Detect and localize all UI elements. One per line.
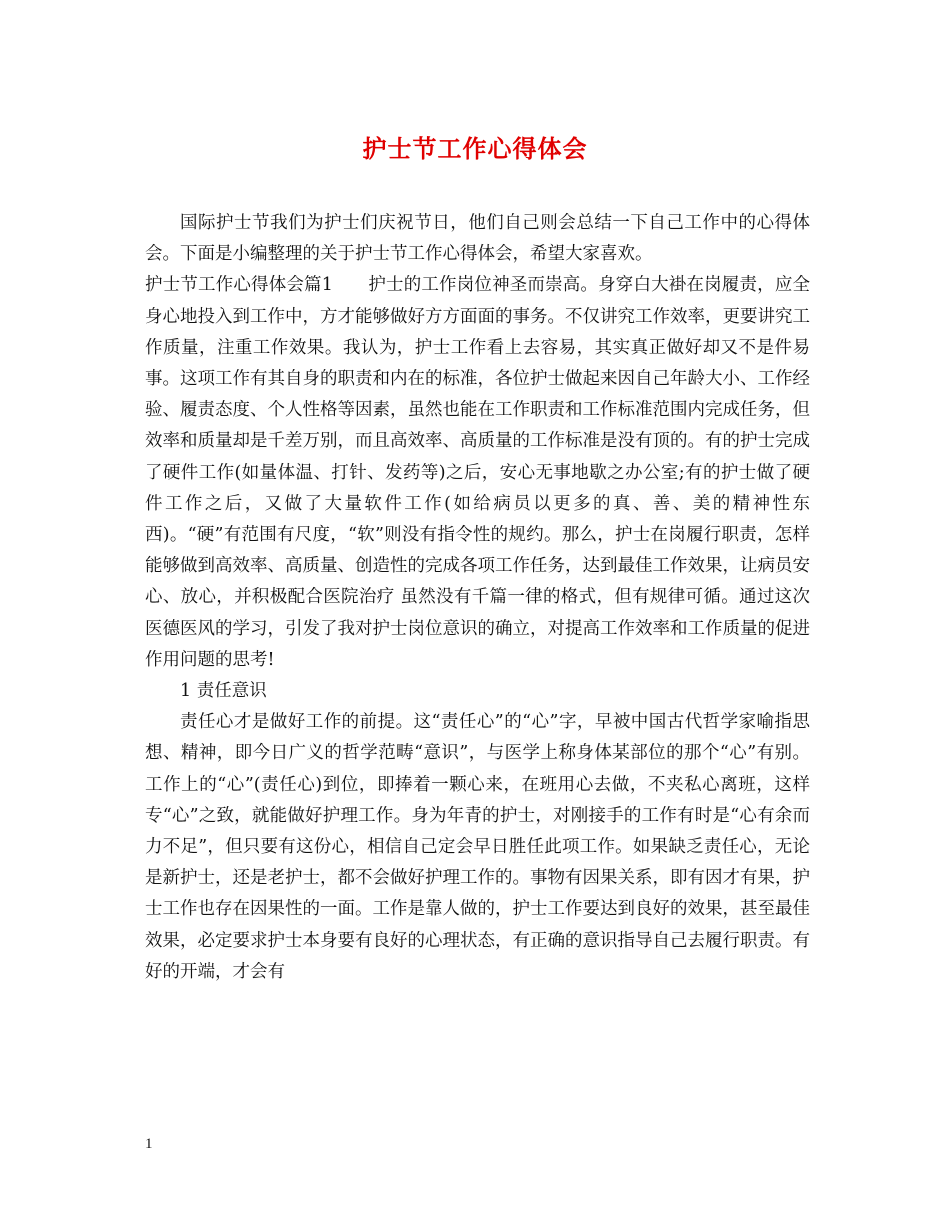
responsibility-paragraph: 责任心才是做好工作的前提。这“责任心”的“心”字，早被中国古代哲学家喻指思想、精神，即今日广义的哲学范畴“意识”，与医学上称身体某部位的那个“心”有别。工作上的“心”(责任心)到位，即捧着一颗心来，在班用心去做，不夹私心离班，这样专“心”之致，就能做好护理工作。身为年青的护士，对刚接手的工作有时是“心有余而力不足”，但只要有这份心，相信自己定会早日胜任此项工作。如果缺乏责任心，无论是新护士，还是老护士，都不会做好护理工作的。事物有因果关系，即有因才有果，护士工作也存在因果性的一面。工作是靠人做的，护士工作要达到良好的效果，甚至最佳效果，必定要求护士本身要有良好的心理状态，有正确的意识指导自己去履行职责。有好的开端，才会有 [145,712,810,982]
section-1-paragraph: 护士节工作心得体会篇1 护士的工作岗位神圣而崇高。身穿白大褂在岗履责，应全身心地投入到工作中，方才能够做好方方面面的事务。不仅讲究工作效率，更要讲究工作质量，注重工作效果。我认为，护士工作看上去容易，其实真正做好却又不是件易事。这项工作有其自身的职责和内在的标准，各位护士做起来因自己年龄大小、工作经验、履责态度、个人性格等因素，虽然也能在工作职责和工作标准范围内完成任务，但效率和质量却是千差万别，而且高效率、高质量的工作标准是没有顶的。有的护士完成了硬件工作(如量体温、打针、发药等)之后，安心无事地歇之办公室;有的护士做了硬件工作之后，又做了大量软件工作(如给病员以更多的真、善、美的精神性东西)。“硬”有范围有尺度，“软”则没有指令性的规约。那么，护士在岗履行职责，怎样能够做到高效率、高质量、创造性的完成各项工作任务，达到最佳工作效果，让病员安心、放心，并积极配合医院治疗 虽然没有千篇一律的格式，但有规律可循。通过这次医德医风的学习，引发了我对护士岗位意识的确立，对提高工作效率和工作质量的促进作用问题的思考! [145,275,810,670]
subheading-responsibility: 1 责任意识 [180,681,267,702]
document-body [145,208,810,988]
intro-paragraph: 国际护士节我们为护士们庆祝节日，他们自己则会总结一下自己工作中的心得体会。下面是小编整理的关于护士节工作心得体会，希望大家喜欢。 [145,213,810,265]
document-title: 护士节工作心得体会 [362,134,588,163]
page-number: 1 [145,1136,153,1152]
